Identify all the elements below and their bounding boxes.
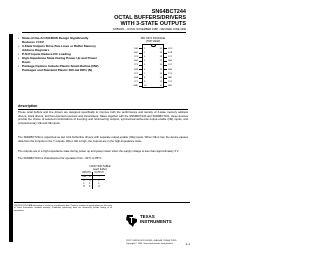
pin-label: 2A4 xyxy=(168,60,172,63)
revision-line: SCBS021 – D3703, NOVEMBER 1988 – REVISED JUNE 1990 xyxy=(113,28,186,31)
pin-lead xyxy=(139,74,142,75)
part-number: SN64BCT244 xyxy=(151,9,186,15)
pin-number: 8 xyxy=(144,77,146,79)
pin-label: 1Y3 xyxy=(168,72,172,75)
description-paragraph: The SN64BCT244 is characterized for operation from –40°C to 85°C. xyxy=(18,157,103,160)
pin-label: VCC xyxy=(168,47,173,50)
pin-label: 1Y2 xyxy=(168,64,172,67)
pin-lead xyxy=(164,61,167,62)
package-view: (TOP VIEW) xyxy=(145,40,161,44)
pin-number: 11 xyxy=(159,85,162,88)
pin-lead xyxy=(164,82,167,83)
package-pinout xyxy=(118,37,188,88)
pin-number: 14 xyxy=(159,72,162,75)
feature-item: • High-Impedance State During Power Up and Power Down xyxy=(18,57,102,64)
table-cell: Z xyxy=(98,185,100,188)
pin-lead xyxy=(139,65,142,66)
production-data-note: PRODUCTION DATA information is current as of publication date. Products conform to specifications per the terms of Texas Instruments standard warranty. Production processing does not necessarily include testing of all parameters. xyxy=(14,205,112,212)
pin-lead xyxy=(139,78,142,79)
table-cell: H xyxy=(88,179,91,182)
header-rule xyxy=(22,32,186,33)
pin-number: 7 xyxy=(144,72,146,75)
logo-word-instruments: INSTRUMENTS xyxy=(140,218,172,224)
pin-number: 12 xyxy=(159,81,162,84)
feature-item: • P-N-P Inputs Reduce DC Loading xyxy=(18,53,102,57)
title-line-2: WITH 3-STATE OUTPUTS xyxy=(120,21,186,27)
footer-rule xyxy=(14,202,190,203)
pin-lead xyxy=(139,57,142,58)
pin-lead xyxy=(164,48,167,49)
pin-number: 19 xyxy=(159,51,162,54)
pin-label: 1OE xyxy=(133,47,138,50)
function-table-subtitle: (each buffer) xyxy=(92,168,108,172)
pin-lead xyxy=(164,74,167,75)
pin-lead xyxy=(139,61,142,62)
pin-lead xyxy=(164,53,167,54)
pin-number: 5 xyxy=(144,64,146,67)
pin-label: 2A2 xyxy=(168,77,172,79)
inputs-group-header: INPUTS xyxy=(82,172,91,174)
table-cell: H xyxy=(83,185,86,188)
title-line-1: OCTAL BUFFERS/DRIVERS xyxy=(114,15,186,21)
pin-lead xyxy=(139,69,142,70)
table-cell: L xyxy=(83,179,85,182)
pin-lead xyxy=(164,65,167,66)
pin-number: 16 xyxy=(159,64,162,67)
pin-number: 13 xyxy=(159,77,162,79)
pin-label: 2Y2 xyxy=(134,72,138,75)
column-header: Y xyxy=(93,175,106,179)
pin-label: 2Y4 xyxy=(134,56,138,58)
table-cell: L xyxy=(83,182,85,185)
description-paragraph: The outputs are in a high-impedance state during power up and power down when the supply voltage is less than approximately 3 V. xyxy=(18,150,180,153)
feature-item: • Package Options Include Plastic Small-Outline (DW) Packages and Standard Plastic 300-mil DIPs (N) xyxy=(18,65,102,72)
pin-number: 1 xyxy=(144,47,146,50)
copyright-notice: Copyright © 1990, Texas Instruments Incorporated xyxy=(126,242,173,245)
pin-label: 2Y1 xyxy=(134,81,138,84)
pin-label: 1A3 xyxy=(134,68,138,71)
postal-address: POST OFFICE BOX 655303 • DALLAS, TEXAS 75265 xyxy=(126,240,177,242)
pin-label: 1A4 xyxy=(134,77,138,79)
pin-lead xyxy=(139,48,142,49)
column-header: A xyxy=(87,175,92,179)
feature-item: • State-of-the-Art BiCMOS Design Significantly Reduces I CCZ xyxy=(18,37,102,44)
pin-label: 2OE xyxy=(168,51,173,54)
pin-number: 17 xyxy=(159,60,162,63)
column-header: OE xyxy=(82,175,86,178)
footer-address-block xyxy=(126,240,188,245)
package-caption: DW OR N PACKAGE xyxy=(140,37,166,40)
chip-notch xyxy=(151,45,156,48)
table-cell: H xyxy=(98,179,100,182)
table-cell: L xyxy=(87,183,92,186)
pin-number: 6 xyxy=(144,68,146,71)
pin-number: 3 xyxy=(144,56,146,58)
pin-lead xyxy=(139,53,142,54)
function-table xyxy=(81,172,105,189)
texas-state-icon xyxy=(126,214,138,228)
description-paragraph: These octal buffers and line drivers are designed specifically to improve both the performance and density of 3-state memory address drivers, clock drivers, and bus-oriented receivers and transmitters. Taken together with the SN64BCT240 and SN64BCT241, these devices provide the choice of selected combinations of inverting and noninverting outputs, symmetrical active-low output-enable (OE) inputs, and complementary OE and OE inputs. xyxy=(18,111,188,125)
pin-number: 4 xyxy=(144,60,146,63)
pin-lead xyxy=(164,78,167,79)
pin-lead xyxy=(164,57,167,58)
pin-lead xyxy=(139,82,142,83)
section-sidebar-bar xyxy=(9,34,13,242)
pin-label: 2Y3 xyxy=(134,64,138,67)
pin-label: 1Y4 xyxy=(168,81,172,84)
pin-number: 18 xyxy=(159,56,162,58)
page-number: 2–1 xyxy=(185,243,190,246)
table-cell: L xyxy=(98,182,100,185)
chip-outline xyxy=(133,44,173,88)
pin-label: 2A1 xyxy=(168,85,172,88)
pin-lead xyxy=(164,86,167,87)
description-heading: description xyxy=(18,104,38,108)
pin-label: GND xyxy=(133,85,138,88)
pin-label: 1Y1 xyxy=(168,56,172,58)
description-paragraph: The SN64BCT244 is organized as two 4-bit buffer/line drivers with separate output-enable (OE) inputs. When OE is low, the device passes data from the A inputs to the Y outputs. When OE is high, the outputs are in the high-impedance state. xyxy=(18,136,188,143)
pin-number: 10 xyxy=(144,85,147,88)
ti-logo xyxy=(126,211,188,235)
description-rule xyxy=(18,109,188,110)
pin-number: 15 xyxy=(159,68,162,71)
output-group-header: OUTPUT xyxy=(94,172,104,174)
pin-label: 1A2 xyxy=(134,60,138,63)
logo-text xyxy=(140,215,172,225)
table-cell: X xyxy=(87,186,92,189)
pin-lead xyxy=(139,86,142,87)
pin-number: 20 xyxy=(159,47,162,50)
pin-number: 9 xyxy=(144,81,146,84)
feature-item: • 3-State Outputs Drive Bus Lines or Buffer Memory Address Registers xyxy=(18,45,102,52)
pin-number: 2 xyxy=(144,51,146,54)
function-table-title: FUNCTION TABLE xyxy=(89,165,111,168)
feature-list xyxy=(18,37,102,73)
pin-label: 1A1 xyxy=(134,51,138,54)
pin-label: 2A3 xyxy=(168,68,172,71)
logo-word-texas: TEXAS xyxy=(140,214,155,219)
pin-lead xyxy=(164,69,167,70)
table-row xyxy=(81,186,105,189)
function-table-caption xyxy=(60,165,140,171)
